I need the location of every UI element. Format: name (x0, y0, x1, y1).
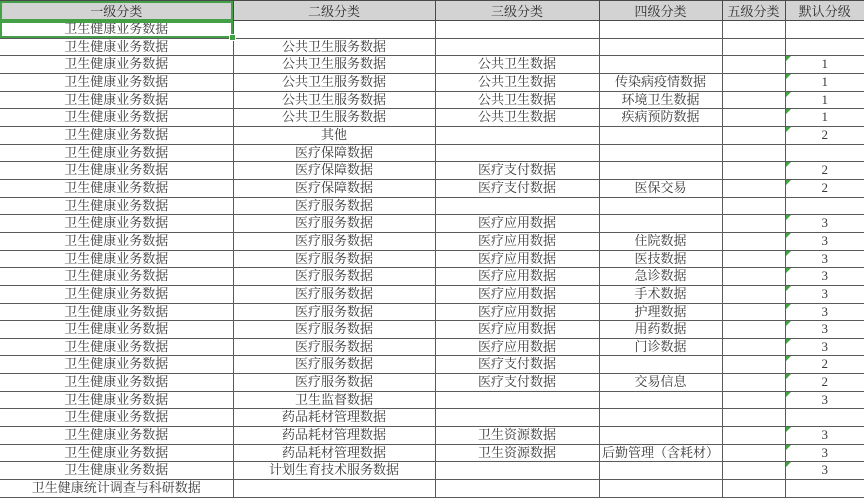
category-cell[interactable]: 卫生健康业务数据 (0, 215, 233, 233)
category-cell[interactable]: 药品耗材管理数据 (233, 427, 435, 445)
default-level-cell[interactable]: 2 (785, 126, 864, 144)
table-row (0, 197, 864, 215)
category-cell[interactable]: 公共卫生数据 (435, 73, 599, 91)
category-cell[interactable] (435, 391, 599, 409)
category-cell[interactable]: 医疗应用数据 (435, 268, 599, 286)
category-cell[interactable]: 医疗服务数据 (233, 232, 435, 250)
category-cell[interactable]: 医疗服务数据 (233, 374, 435, 392)
category-cell[interactable]: 公共卫生服务数据 (233, 56, 435, 74)
table-row (0, 268, 864, 286)
column-header-level1[interactable]: 一级分类 (0, 1, 233, 21)
category-cell[interactable]: 医疗服务数据 (233, 215, 435, 233)
category-cell[interactable]: 医疗支付数据 (435, 356, 599, 374)
category-cell[interactable]: 卫生健康业务数据 (0, 197, 233, 215)
category-cell[interactable]: 卫生健康统计调查与科研数据 (0, 480, 233, 498)
category-cell[interactable] (435, 38, 599, 56)
category-cell[interactable] (722, 197, 785, 215)
category-cell[interactable]: 医保交易 (599, 179, 722, 197)
table-row (0, 21, 864, 39)
category-cell[interactable]: 卫生健康业务数据 (0, 338, 233, 356)
category-cell[interactable] (722, 232, 785, 250)
category-cell[interactable]: 医疗支付数据 (435, 162, 599, 180)
category-cell[interactable]: 护理数据 (599, 303, 722, 321)
table-row (0, 321, 864, 339)
category-cell[interactable] (722, 462, 785, 480)
category-cell[interactable] (435, 126, 599, 144)
default-level-cell[interactable]: 3 (785, 303, 864, 321)
table-row (0, 409, 864, 427)
default-level-cell[interactable]: 1 (785, 91, 864, 109)
table-row (0, 303, 864, 321)
category-cell[interactable]: 卫生健康业务数据 (0, 21, 233, 39)
category-cell[interactable] (599, 391, 722, 409)
table-row (0, 215, 864, 233)
category-cell[interactable]: 卫生健康业务数据 (0, 356, 233, 374)
table-row (0, 56, 864, 74)
category-cell[interactable]: 公共卫生数据 (435, 91, 599, 109)
column-header-level5[interactable]: 五级分类 (722, 1, 785, 21)
default-level-cell[interactable]: 3 (785, 391, 864, 409)
table-row (0, 462, 864, 480)
column-header-level3[interactable]: 三级分类 (435, 1, 599, 21)
category-cell[interactable]: 医疗保障数据 (233, 162, 435, 180)
table-row (0, 444, 864, 462)
category-cell[interactable]: 卫生健康业务数据 (0, 109, 233, 127)
category-cell[interactable] (722, 391, 785, 409)
category-cell[interactable]: 公共卫生数据 (435, 56, 599, 74)
category-cell[interactable]: 医疗应用数据 (435, 250, 599, 268)
category-cell[interactable] (233, 21, 435, 39)
category-cell[interactable] (435, 197, 599, 215)
category-cell[interactable] (722, 38, 785, 56)
category-cell[interactable] (722, 162, 785, 180)
category-cell[interactable] (722, 144, 785, 162)
category-cell[interactable]: 卫生健康业务数据 (0, 321, 233, 339)
column-header-level4[interactable]: 四级分类 (599, 1, 722, 21)
table-header-row (0, 1, 864, 21)
category-cell[interactable] (722, 427, 785, 445)
category-cell[interactable] (722, 321, 785, 339)
category-cell[interactable] (722, 179, 785, 197)
category-cell[interactable]: 卫生健康业务数据 (0, 73, 233, 91)
category-cell[interactable] (722, 21, 785, 39)
table-row (0, 285, 864, 303)
category-cell[interactable]: 医疗服务数据 (233, 285, 435, 303)
default-level-cell[interactable]: 1 (785, 109, 864, 127)
category-cell[interactable] (599, 215, 722, 233)
default-level-cell[interactable]: 3 (785, 268, 864, 286)
category-cell[interactable]: 药品耗材管理数据 (233, 444, 435, 462)
category-cell[interactable] (722, 250, 785, 268)
table-row (0, 338, 864, 356)
category-cell[interactable] (722, 356, 785, 374)
table-row (0, 162, 864, 180)
category-cell[interactable] (722, 268, 785, 286)
category-cell[interactable]: 医疗应用数据 (435, 338, 599, 356)
table-row (0, 179, 864, 197)
category-cell[interactable]: 卫生健康业务数据 (0, 409, 233, 427)
category-cell[interactable] (722, 285, 785, 303)
category-cell[interactable]: 卫生健康业务数据 (0, 268, 233, 286)
category-cell[interactable]: 医疗服务数据 (233, 197, 435, 215)
category-cell[interactable] (722, 409, 785, 427)
category-cell[interactable]: 卫生健康业务数据 (0, 144, 233, 162)
category-cell[interactable]: 医疗应用数据 (435, 232, 599, 250)
category-cell[interactable]: 卫生健康业务数据 (0, 374, 233, 392)
table-row (0, 91, 864, 109)
category-cell[interactable]: 其他 (233, 126, 435, 144)
category-cell[interactable]: 环境卫生数据 (599, 91, 722, 109)
category-cell[interactable]: 医疗服务数据 (233, 250, 435, 268)
table-row (0, 73, 864, 91)
category-cell[interactable] (599, 427, 722, 445)
default-level-cell[interactable]: 1 (785, 56, 864, 74)
category-cell[interactable]: 急诊数据 (599, 268, 722, 286)
category-cell[interactable]: 卫生健康业务数据 (0, 232, 233, 250)
category-cell[interactable]: 卫生健康业务数据 (0, 126, 233, 144)
category-cell[interactable] (599, 126, 722, 144)
category-cell[interactable]: 交易信息 (599, 374, 722, 392)
category-cell[interactable] (435, 409, 599, 427)
category-cell[interactable] (599, 480, 722, 498)
category-cell[interactable] (435, 462, 599, 480)
category-cell[interactable] (722, 91, 785, 109)
category-cell[interactable]: 医疗服务数据 (233, 303, 435, 321)
category-cell[interactable]: 卫生健康业务数据 (0, 179, 233, 197)
default-level-cell[interactable]: 3 (785, 232, 864, 250)
category-cell[interactable] (233, 480, 435, 498)
category-cell[interactable]: 卫生健康业务数据 (0, 56, 233, 74)
category-cell[interactable]: 卫生健康业务数据 (0, 444, 233, 462)
category-cell[interactable]: 用药数据 (599, 321, 722, 339)
default-level-cell[interactable]: 3 (785, 427, 864, 445)
default-level-cell[interactable] (785, 38, 864, 56)
category-cell[interactable]: 公共卫生服务数据 (233, 73, 435, 91)
category-cell[interactable]: 卫生健康业务数据 (0, 38, 233, 56)
category-cell[interactable] (435, 21, 599, 39)
category-cell[interactable] (599, 462, 722, 480)
category-cell[interactable] (722, 109, 785, 127)
column-header-level2[interactable]: 二级分类 (233, 1, 435, 21)
category-cell[interactable]: 公共卫生服务数据 (233, 91, 435, 109)
category-cell[interactable] (599, 162, 722, 180)
category-cell[interactable]: 门诊数据 (599, 338, 722, 356)
table-row (0, 38, 864, 56)
default-level-cell[interactable]: 3 (785, 285, 864, 303)
category-cell[interactable]: 卫生健康业务数据 (0, 285, 233, 303)
table-row (0, 374, 864, 392)
category-cell[interactable] (722, 126, 785, 144)
category-cell[interactable] (599, 56, 722, 74)
column-header-default-level[interactable]: 默认分级 (785, 1, 864, 21)
table-row (0, 126, 864, 144)
category-cell[interactable] (435, 480, 599, 498)
category-cell[interactable] (599, 21, 722, 39)
table-body (0, 21, 864, 498)
category-cell[interactable]: 公共卫生服务数据 (233, 109, 435, 127)
default-level-cell[interactable] (785, 21, 864, 39)
category-cell[interactable] (599, 144, 722, 162)
default-level-cell[interactable] (785, 197, 864, 215)
default-level-cell[interactable]: 1 (785, 73, 864, 91)
table-row (0, 356, 864, 374)
category-cell[interactable]: 后勤管理（含耗材） (599, 444, 722, 462)
category-cell[interactable]: 住院数据 (599, 232, 722, 250)
default-level-cell[interactable]: 3 (785, 215, 864, 233)
category-cell[interactable]: 医疗服务数据 (233, 338, 435, 356)
category-cell[interactable]: 医疗支付数据 (435, 374, 599, 392)
table-row (0, 109, 864, 127)
table-row (0, 427, 864, 445)
category-cell[interactable] (722, 215, 785, 233)
category-cell[interactable] (722, 374, 785, 392)
default-level-cell[interactable]: 3 (785, 462, 864, 480)
default-level-cell[interactable]: 3 (785, 338, 864, 356)
default-level-cell[interactable] (785, 409, 864, 427)
category-cell[interactable] (599, 409, 722, 427)
category-cell[interactable]: 卫生健康业务数据 (0, 162, 233, 180)
category-cell[interactable]: 医疗应用数据 (435, 303, 599, 321)
category-cell[interactable] (722, 303, 785, 321)
default-level-cell[interactable]: 2 (785, 356, 864, 374)
category-cell[interactable]: 计划生育技术服务数据 (233, 462, 435, 480)
category-cell[interactable]: 药品耗材管理数据 (233, 409, 435, 427)
category-cell[interactable]: 医疗应用数据 (435, 215, 599, 233)
category-cell[interactable]: 医疗保障数据 (233, 144, 435, 162)
category-cell[interactable]: 医技数据 (599, 250, 722, 268)
table-row (0, 391, 864, 409)
category-cell[interactable]: 卫生健康业务数据 (0, 303, 233, 321)
category-cell[interactable]: 疾病预防数据 (599, 109, 722, 127)
category-cell[interactable]: 医疗支付数据 (435, 179, 599, 197)
default-level-cell[interactable] (785, 144, 864, 162)
table-row (0, 232, 864, 250)
category-cell[interactable]: 医疗服务数据 (233, 268, 435, 286)
default-level-cell[interactable]: 2 (785, 374, 864, 392)
default-level-cell[interactable] (785, 480, 864, 498)
default-level-cell[interactable]: 3 (785, 444, 864, 462)
category-cell[interactable] (599, 356, 722, 374)
category-cell[interactable]: 手术数据 (599, 285, 722, 303)
default-level-cell[interactable]: 2 (785, 162, 864, 180)
category-cell[interactable]: 医疗应用数据 (435, 321, 599, 339)
category-cell[interactable] (722, 444, 785, 462)
category-cell[interactable]: 卫生健康业务数据 (0, 91, 233, 109)
category-cell[interactable] (599, 197, 722, 215)
category-cell[interactable]: 传染病疫情数据 (599, 73, 722, 91)
category-cell[interactable]: 卫生健康业务数据 (0, 462, 233, 480)
category-cell[interactable]: 卫生资源数据 (435, 427, 599, 445)
category-cell[interactable] (722, 73, 785, 91)
category-cell[interactable]: 医疗保障数据 (233, 179, 435, 197)
category-cell[interactable]: 公共卫生数据 (435, 109, 599, 127)
category-cell[interactable]: 医疗应用数据 (435, 285, 599, 303)
category-cell[interactable]: 卫生监督数据 (233, 391, 435, 409)
category-cell[interactable]: 医疗服务数据 (233, 356, 435, 374)
category-cell[interactable]: 卫生健康业务数据 (0, 391, 233, 409)
category-cell[interactable]: 医疗服务数据 (233, 321, 435, 339)
table-row (0, 480, 864, 498)
category-cell[interactable]: 公共卫生服务数据 (233, 38, 435, 56)
default-level-cell[interactable]: 2 (785, 179, 864, 197)
default-level-cell[interactable]: 3 (785, 250, 864, 268)
default-level-cell[interactable]: 3 (785, 321, 864, 339)
category-cell[interactable] (722, 480, 785, 498)
category-cell[interactable] (599, 38, 722, 56)
category-cell[interactable] (722, 338, 785, 356)
category-cell[interactable]: 卫生健康业务数据 (0, 427, 233, 445)
table-row (0, 144, 864, 162)
category-cell[interactable] (722, 56, 785, 74)
category-cell[interactable]: 卫生资源数据 (435, 444, 599, 462)
table-row (0, 250, 864, 268)
category-cell[interactable]: 卫生健康业务数据 (0, 250, 233, 268)
category-cell[interactable] (435, 144, 599, 162)
